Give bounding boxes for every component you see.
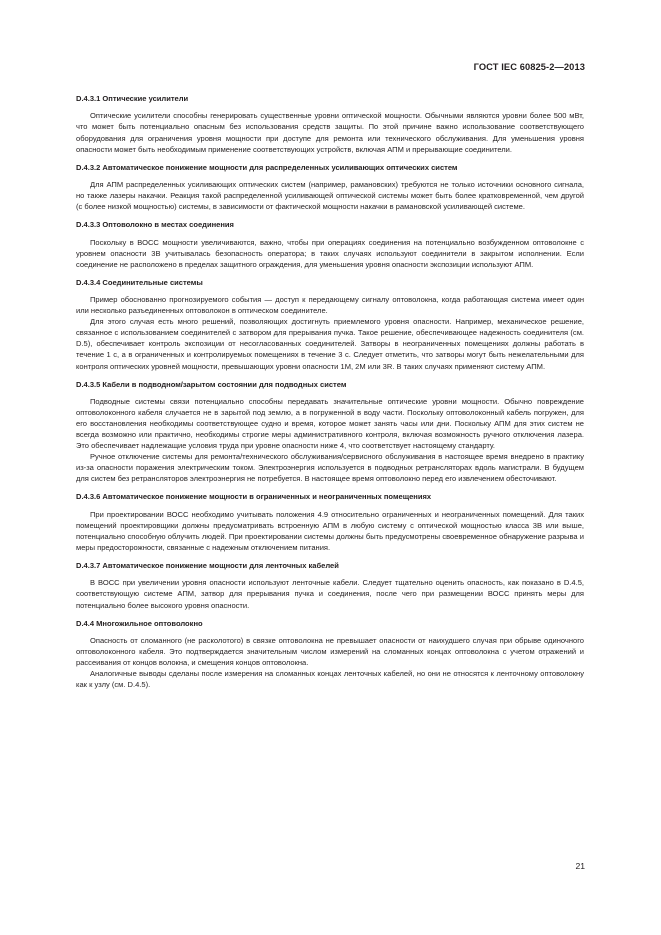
- section-heading: D.4.3.3 Оптоволокно в местах соединения: [76, 220, 234, 230]
- section-heading: D.4.4 Многожильное оптоволокно: [76, 618, 203, 628]
- section-heading: D.4.3.2 Автоматическое понижение мощности для распределенных усиливающих оптических систем: [76, 162, 458, 172]
- section-heading: D.4.3.4 Соединительные системы: [76, 277, 203, 287]
- paragraph: При проектировании ВОСС необходимо учитывать положения 4.9 относительно ограниченных и неограниченных помещений. Для таких помещений проектировщики должны предусматривать встроенную АПМ в любую систему с оптической мощностью класса 3В или выше, потенциально способную облучить людей. При проектировании системы должны быть предусмотрены своевременное обнаружение разрыва и меры предосторожности, связанные с надежным отключением питания.: [76, 509, 584, 552]
- paragraph: Аналогичные выводы сделаны после измерения на сломанных концах ленточных кабелей, но они не относятся к ленточному оптоволокну как к узлу (см. D.4.5).: [76, 669, 584, 690]
- paragraph: Для АПМ распределенных усиливающих оптических систем (например, рамановских) требуются не только источники основного сигнала, но также лазеры накачки. Реакция такой распределенной усиливающей оптической системы может быть более кратковременной, чем другой (с более низкой мощностью) системы, в зависимости от фактической мощности накачки в рамановской усиливающей системе.: [76, 180, 584, 212]
- section-d433: [76, 219, 584, 270]
- section-d432: [76, 162, 584, 213]
- paragraph: Для этого случая есть много решений, позволяющих достигнуть приемлемого уровня опасности. Например, механическое решение, связанное с использованием соединителей с затвором для прерывания пучка. Такое решение, обеспечивающее надежность соединителя (см. D.5), обеспечивает контроль экспозиции от несогласованных соединителей. Затворы в неограниченных помещениях должны работать в течение 1 с, а в ограниченных и контролируемых помещениях в течение 3 с. Следует отметить, что затворы могут быть нежелательными для контроля оптических уровней мощности, превышающих уровни опасности 1M, 2M или 3R. В таких случаях применяют систему АПМ.: [76, 317, 584, 371]
- section-d44: [76, 618, 584, 691]
- paragraph: Оптические усилители способны генерировать существенные уровни оптической мощности. Обычными являются уровни более 500 мВт, что может быть потенциально опасным без использования средств защиты. По этой причине важно использование соответствующего оборудования для ограничения уровня мощности при доступе для ремонта или технического обслуживания. Для уменьшения уровня опасности может быть необходимым применение соответствующих устройств, включая АПМ и прерывающие соединители.: [76, 111, 584, 154]
- section-d431: [76, 93, 584, 155]
- page-number: 21: [575, 861, 585, 871]
- section-heading: D.4.3.7 Автоматическое понижение мощности для ленточных кабелей: [76, 560, 339, 570]
- standard-code: ГОСТ IEC 60825-2—2013: [473, 62, 585, 72]
- section-heading: D.4.3.6 Автоматическое понижение мощности в ограниченных и неограниченных помещениях: [76, 492, 432, 502]
- section-heading: D.4.3.5 Кабели в подводном/зарытом состоянии для подводных систем: [76, 379, 347, 389]
- paragraph: Подводные системы связи потенциально способны передавать значительные оптические уровни мощности. Обычно повреждение оптоволоконного кабеля случается не в зарытой под землю, а в погруженной в воду части. Поскольку оптоволоконный кабель погружен, для его восстановления необходимы соответствующее судно и время, которое может занять часы или дни. Поскольку АПМ для этих систем не всегда возможно или практично, необходимы строгие меры административного контроля, включая возможность ручного отключения лазера. Это обеспечивает надлежащие условия труда при уровне опасности ниже 4, что соответствует настоящему стандарту.: [76, 396, 584, 451]
- section-d435: [76, 379, 584, 485]
- document-body: [76, 93, 584, 697]
- paragraph: Опасность от сломанного (не расколотого) в связке оптоволокна не превышает опасности от наихудшего случая при обрыве одиночного оптоволоконного кабеля. Это подтверждается значительным числом измерений на сломанных концах оптоволокна с учетом отражений и рассеивания от концов волокна, и смещения концов оптоволокна.: [76, 636, 584, 668]
- paragraph: Поскольку в ВОСС мощности увеличиваются, важно, чтобы при операциях соединения на потенциально возбужденном оптоволокне с уровнем опасности 3В учитывалась безопасность оператора; в таких случаях используют соединители в закрытом исполнении. Если соединение не расположено в пределах защитного ограждения, для уменьшения уровня опасности экспозиции используют АПМ.: [76, 237, 584, 269]
- paragraph: В ВОСС при увеличении уровня опасности используют ленточные кабели. Следует тщательно оценить опасность, как показано в D.4.5, соответствующую системе АПМ, затвор для прерывания пучка и соединения, после чего при размещении ВОСС принять меры для потенциально более высокого уровня опасности.: [76, 578, 584, 610]
- section-heading: D.4.3.1 Оптические усилители: [76, 94, 189, 103]
- section-d434: [76, 277, 584, 372]
- paragraph: Пример обоснованно прогнозируемого события — доступ к передающему сигналу оптоволокна, когда работающая система имеет один или несколько разъединенных оптоволокон в оптическом соединителе.: [76, 295, 584, 316]
- section-d436: [76, 491, 584, 553]
- section-d437: [76, 560, 584, 611]
- paragraph: Ручное отключение системы для ремонта/технического обслуживания/сервисного обслуживания в настоящее время внедрено в практику из-за опасности поражения электрическим током. Электроэнергия используется в подводных ретрансляторах вдоль магистрали. В будущем для систем без ретрансляторов электроэнергия не потребуется. В настоящее время оптоволокно перед его извлечением обесточивают.: [76, 452, 584, 484]
